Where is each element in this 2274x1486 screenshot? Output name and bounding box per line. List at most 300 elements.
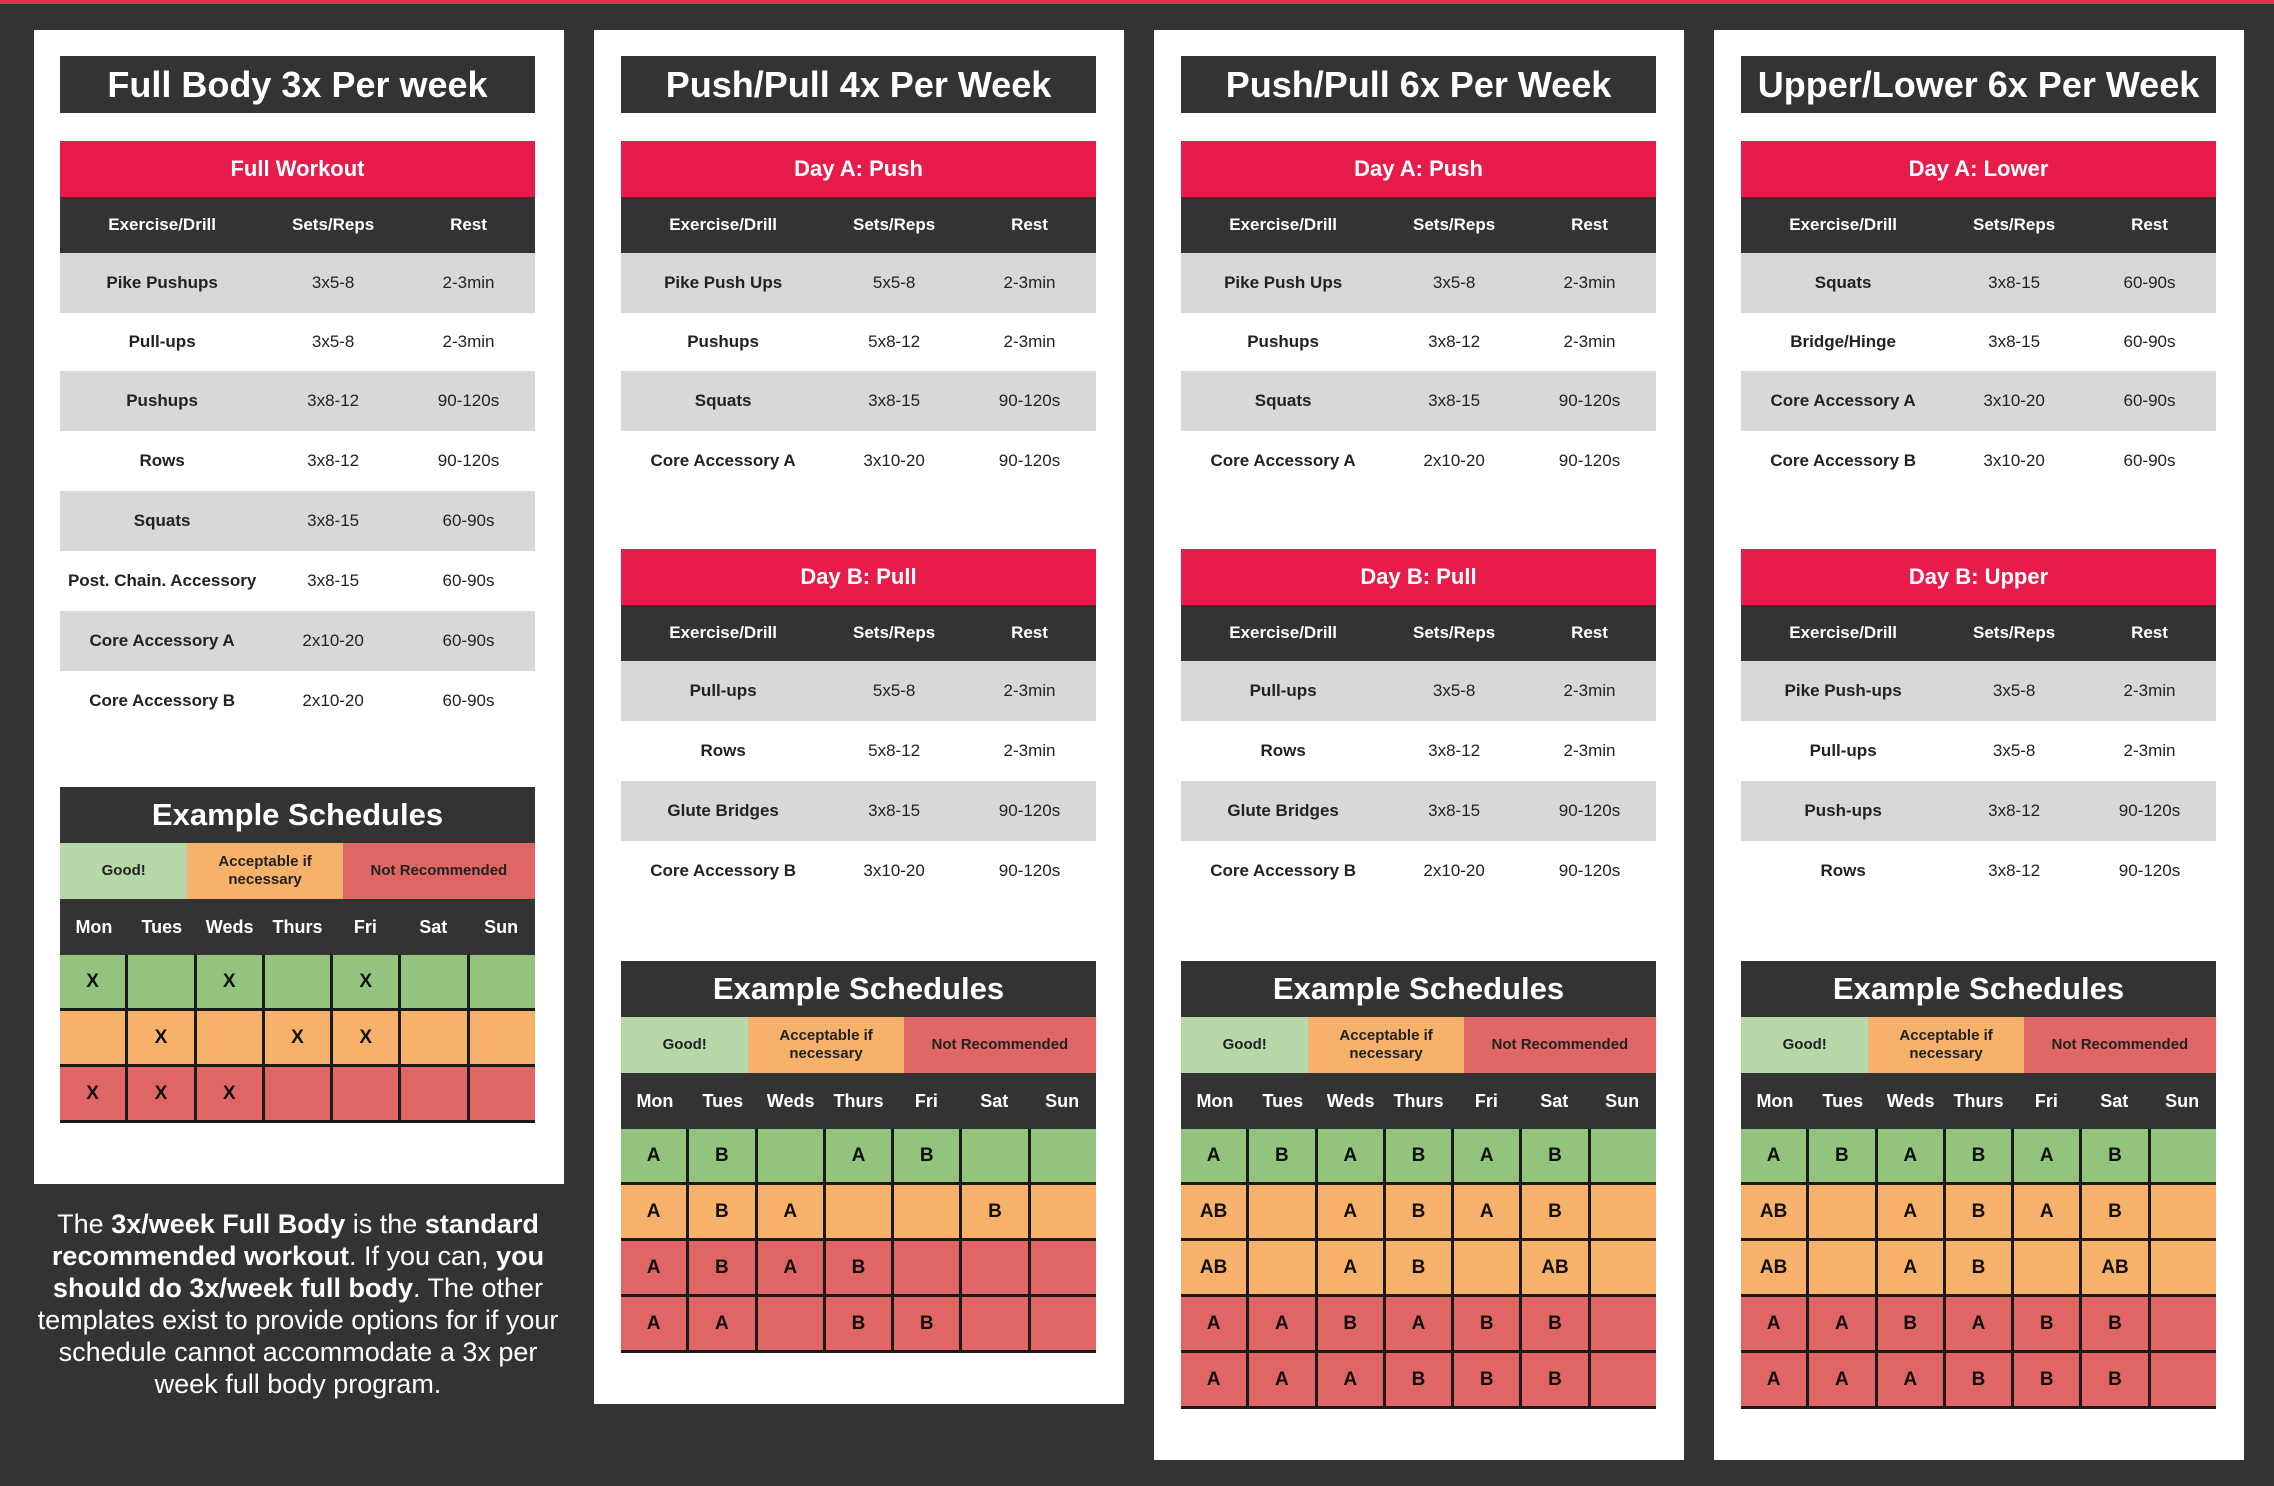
schedule-cell: B bbox=[1522, 1353, 1590, 1406]
weekday-label: Thurs bbox=[1393, 1090, 1444, 1111]
rest-cell: 60-90s bbox=[2123, 391, 2176, 410]
schedule-cell bbox=[1591, 1185, 1656, 1238]
col-header-sets: Sets/Reps bbox=[1413, 215, 1496, 234]
rest-cell: 60-90s bbox=[2123, 332, 2176, 351]
note-text: The bbox=[57, 1209, 112, 1239]
col-header-rest: Rest bbox=[1571, 215, 1608, 234]
table-row bbox=[621, 253, 1096, 313]
sets-reps-cell: 3x8-15 bbox=[307, 511, 360, 530]
workout-table-day-a bbox=[621, 141, 1096, 491]
sets-reps-cell: 3x8-12 bbox=[307, 391, 360, 410]
weekday-label: Sat bbox=[980, 1090, 1009, 1111]
recommendation-note bbox=[34, 1208, 562, 1400]
schedule-cell bbox=[2151, 1129, 2216, 1182]
exercise-cell: Pushups bbox=[687, 332, 760, 351]
schedule-cell: A bbox=[621, 1129, 689, 1182]
schedule-legend bbox=[621, 1017, 1096, 1073]
table-row bbox=[1181, 371, 1656, 431]
schedule-cell: A bbox=[1181, 1129, 1249, 1182]
schedule-cell bbox=[333, 1067, 401, 1120]
table-row bbox=[60, 551, 535, 611]
schedule-cell: X bbox=[128, 1067, 196, 1120]
schedule-cell bbox=[2151, 1185, 2216, 1238]
schedule-cell: A bbox=[1454, 1129, 1522, 1182]
col-header-exercise: Exercise/Drill bbox=[1789, 623, 1897, 642]
schedule-cell bbox=[962, 1297, 1030, 1350]
note-text: . The other templates exist to provide options for if your schedule cannot accommodate a 3x per week full body program. bbox=[37, 1273, 559, 1399]
col-header-rest: Rest bbox=[1011, 215, 1048, 234]
schedule-cell: A bbox=[621, 1241, 689, 1294]
rest-cell: 90-120s bbox=[1558, 451, 1621, 470]
exercise-cell: Post. Chain. Accessory bbox=[67, 571, 257, 590]
table-row bbox=[1741, 253, 2216, 313]
schedule-cell: B bbox=[826, 1241, 894, 1294]
schedule-cell: X bbox=[60, 1067, 128, 1120]
weekday-label: Tues bbox=[702, 1090, 744, 1111]
schedule-cell bbox=[826, 1185, 894, 1238]
table-row bbox=[621, 781, 1096, 841]
table-row bbox=[1741, 781, 2216, 841]
schedule-row bbox=[1181, 1241, 1656, 1297]
exercise-cell: Pike Pushups bbox=[106, 273, 218, 292]
schedule-cell bbox=[1031, 1297, 1096, 1350]
schedule-cell: A bbox=[1249, 1353, 1317, 1406]
note-bold: 3x/week Full Body bbox=[111, 1209, 346, 1239]
schedule-cell bbox=[1454, 1241, 1522, 1294]
sets-reps-cell: 3x8-12 bbox=[1988, 801, 2041, 820]
col-header-exercise: Exercise/Drill bbox=[669, 623, 777, 642]
table-row bbox=[1181, 253, 1656, 313]
rest-cell: 90-120s bbox=[998, 451, 1061, 470]
day-header: Day A: Push bbox=[621, 141, 1096, 197]
weekday-label: Sun bbox=[2165, 1090, 2200, 1111]
schedule-cell: A bbox=[1946, 1297, 2014, 1350]
exercise-cell: Glute Bridges bbox=[667, 801, 779, 820]
schedule-cell bbox=[197, 1011, 265, 1064]
sets-reps-cell: 3x8-15 bbox=[1428, 801, 1481, 820]
sets-reps-cell: 5x5-8 bbox=[872, 273, 916, 292]
legend-acceptable: Acceptable if necessary bbox=[748, 1017, 903, 1073]
table-row bbox=[60, 371, 535, 431]
schedule-cell: X bbox=[333, 955, 401, 1008]
schedule-cell bbox=[265, 1067, 333, 1120]
day-header: Day B: Pull bbox=[1181, 549, 1656, 605]
example-schedules bbox=[60, 787, 535, 1123]
schedule-row bbox=[1741, 1185, 2216, 1241]
schedule-cell bbox=[60, 1011, 128, 1064]
table-row bbox=[60, 431, 535, 491]
sets-reps-cell: 3x8-15 bbox=[868, 391, 921, 410]
sets-reps-cell: 3x8-12 bbox=[1428, 741, 1481, 760]
table-row bbox=[621, 661, 1096, 721]
exercise-cell: Pull-ups bbox=[128, 332, 196, 351]
schedule-cell: B bbox=[1454, 1353, 1522, 1406]
schedule-cell: A bbox=[621, 1297, 689, 1350]
schedule-row bbox=[621, 1129, 1096, 1185]
rest-cell: 90-120s bbox=[2118, 801, 2181, 820]
sets-reps-cell: 3x8-15 bbox=[1428, 391, 1481, 410]
schedule-cell: B bbox=[1522, 1297, 1590, 1350]
schedule-legend bbox=[60, 843, 535, 899]
weekday-header-row bbox=[621, 1073, 1096, 1129]
schedule-cell bbox=[470, 955, 535, 1008]
col-header-rest: Rest bbox=[2131, 215, 2168, 234]
weekday-label: Mon bbox=[75, 916, 113, 937]
schedule-cell: B bbox=[2014, 1353, 2082, 1406]
schedule-cell: A bbox=[826, 1129, 894, 1182]
schedule-cell: A bbox=[1741, 1129, 1809, 1182]
note-text: is the bbox=[345, 1209, 425, 1239]
sets-reps-cell: 3x5-8 bbox=[1432, 681, 1476, 700]
exercise-cell: Core Accessory A bbox=[1210, 451, 1356, 470]
schedule-cell: B bbox=[2014, 1297, 2082, 1350]
table-header-row bbox=[1741, 197, 2216, 253]
schedule-cell: B bbox=[1318, 1297, 1386, 1350]
table-row bbox=[1181, 721, 1656, 781]
top-accent-bar bbox=[0, 0, 2274, 4]
col-header-rest: Rest bbox=[450, 215, 487, 234]
day-header: Day B: Pull bbox=[621, 549, 1096, 605]
schedule-cell: A bbox=[1878, 1353, 1946, 1406]
exercise-cell: Core Accessory A bbox=[650, 451, 796, 470]
weekday-label: Fri bbox=[353, 916, 377, 937]
schedule-cell bbox=[894, 1241, 962, 1294]
rest-cell: 60-90s bbox=[442, 631, 495, 650]
rest-cell: 2-3min bbox=[2123, 681, 2176, 700]
table-header-row bbox=[621, 605, 1096, 661]
weekday-label: Fri bbox=[914, 1090, 938, 1111]
col-header-sets: Sets/Reps bbox=[1413, 623, 1496, 642]
schedule-cell: B bbox=[2082, 1185, 2150, 1238]
table-row bbox=[1181, 313, 1656, 371]
panel-full-body bbox=[34, 30, 564, 1184]
schedule-cell: X bbox=[60, 955, 128, 1008]
legend-acceptable: Acceptable if necessary bbox=[1868, 1017, 2023, 1073]
schedule-cell: X bbox=[197, 955, 265, 1008]
schedule-cell: A bbox=[1454, 1185, 1522, 1238]
weekday-label: Weds bbox=[1326, 1090, 1375, 1111]
legend-acceptable: Acceptable if necessary bbox=[1308, 1017, 1463, 1073]
exercise-cell: Core Accessory B bbox=[1210, 861, 1357, 880]
exercise-cell: Pike Push-ups bbox=[1784, 681, 1902, 700]
sets-reps-cell: 2x10-20 bbox=[302, 631, 364, 650]
weekday-label: Thurs bbox=[1953, 1090, 2004, 1111]
legend-good: Good! bbox=[621, 1017, 748, 1073]
schedule-cell: B bbox=[1878, 1297, 1946, 1350]
col-header-sets: Sets/Reps bbox=[853, 623, 936, 642]
sets-reps-cell: 3x5-8 bbox=[311, 332, 355, 351]
schedule-row bbox=[1741, 1353, 2216, 1409]
schedule-cell: A bbox=[689, 1297, 757, 1350]
rest-cell: 90-120s bbox=[998, 861, 1061, 880]
col-header-sets: Sets/Reps bbox=[292, 215, 375, 234]
table-row bbox=[1181, 431, 1656, 491]
sets-reps-cell: 2x10-20 bbox=[1423, 451, 1485, 470]
exercise-cell: Core Accessory B bbox=[89, 691, 236, 710]
table-row bbox=[1181, 661, 1656, 721]
exercise-cell: Pushups bbox=[1247, 332, 1320, 351]
schedule-cell: AB bbox=[1741, 1185, 1809, 1238]
exercise-cell: Glute Bridges bbox=[1227, 801, 1339, 820]
schedule-row bbox=[1181, 1185, 1656, 1241]
schedule-row bbox=[60, 955, 535, 1011]
weekday-header-row bbox=[1741, 1073, 2216, 1129]
rest-cell: 2-3min bbox=[1003, 273, 1056, 292]
table-row bbox=[621, 313, 1096, 371]
table-header-row bbox=[1181, 197, 1656, 253]
rest-cell: 2-3min bbox=[1003, 681, 1056, 700]
weekday-label: Sun bbox=[484, 916, 519, 937]
schedule-cell bbox=[470, 1011, 535, 1064]
rest-cell: 2-3min bbox=[1003, 741, 1056, 760]
exercise-cell: Core Accessory B bbox=[650, 861, 797, 880]
exercise-cell: Squats bbox=[133, 511, 191, 530]
sets-reps-cell: 5x8-12 bbox=[868, 332, 921, 351]
schedule-cell: AB bbox=[1181, 1185, 1249, 1238]
schedule-cell: B bbox=[1809, 1129, 1877, 1182]
legend-not-recommended: Not Recommended bbox=[2024, 1017, 2216, 1073]
col-header-rest: Rest bbox=[1011, 623, 1048, 642]
panel-push-pull-4x bbox=[594, 30, 1124, 1404]
weekday-label: Tues bbox=[141, 916, 183, 937]
legend-not-recommended: Not Recommended bbox=[1464, 1017, 1656, 1073]
table-row bbox=[621, 721, 1096, 781]
workout-table-day-a bbox=[1181, 141, 1656, 491]
exercise-cell: Rows bbox=[139, 451, 185, 470]
exercise-cell: Pushups bbox=[126, 391, 199, 410]
table-row bbox=[60, 611, 535, 671]
schedule-cell: B bbox=[1386, 1241, 1454, 1294]
col-header-rest: Rest bbox=[2131, 623, 2168, 642]
exercise-cell: Pike Push Ups bbox=[664, 273, 783, 292]
schedule-cell: B bbox=[2082, 1129, 2150, 1182]
schedule-cell: B bbox=[689, 1129, 757, 1182]
weekday-label: Fri bbox=[1474, 1090, 1498, 1111]
legend-good: Good! bbox=[1741, 1017, 1868, 1073]
table-row bbox=[60, 313, 535, 371]
schedule-cell bbox=[265, 955, 333, 1008]
day-header: Full Workout bbox=[60, 141, 535, 197]
exercise-cell: Squats bbox=[1254, 391, 1312, 410]
col-header-sets: Sets/Reps bbox=[1973, 215, 2056, 234]
table-row bbox=[1181, 841, 1656, 901]
sets-reps-cell: 3x5-8 bbox=[311, 273, 355, 292]
sets-reps-cell: 5x5-8 bbox=[872, 681, 916, 700]
schedule-legend bbox=[1741, 1017, 2216, 1073]
table-row bbox=[621, 841, 1096, 901]
col-header-sets: Sets/Reps bbox=[853, 215, 936, 234]
schedule-cell: A bbox=[1318, 1129, 1386, 1182]
col-header-sets: Sets/Reps bbox=[1973, 623, 2056, 642]
schedule-cell bbox=[1249, 1241, 1317, 1294]
rest-cell: 90-120s bbox=[998, 391, 1061, 410]
rest-cell: 2-3min bbox=[1563, 681, 1616, 700]
schedule-cell: B bbox=[2082, 1353, 2150, 1406]
weekday-label: Tues bbox=[1262, 1090, 1304, 1111]
panel-title: Full Body 3x Per week bbox=[60, 56, 535, 113]
table-row bbox=[621, 371, 1096, 431]
schedule-cell: A bbox=[621, 1185, 689, 1238]
workout-table-day-b bbox=[621, 549, 1096, 901]
schedule-row bbox=[1181, 1297, 1656, 1353]
schedule-cell: B bbox=[1249, 1129, 1317, 1182]
weekday-label: Sun bbox=[1605, 1090, 1640, 1111]
table-row bbox=[1741, 431, 2216, 491]
sets-reps-cell: 3x8-15 bbox=[1988, 332, 2041, 351]
exercise-cell: Rows bbox=[700, 741, 746, 760]
schedule-cell: A bbox=[758, 1185, 826, 1238]
schedule-row bbox=[1741, 1297, 2216, 1353]
schedule-cell: B bbox=[1522, 1129, 1590, 1182]
panel-title: Upper/Lower 6x Per Week bbox=[1741, 56, 2216, 113]
sets-reps-cell: 2x10-20 bbox=[1423, 861, 1485, 880]
example-schedules bbox=[1181, 961, 1656, 1409]
rest-cell: 60-90s bbox=[2123, 451, 2176, 470]
day-header: Day A: Lower bbox=[1741, 141, 2216, 197]
schedules-title: Example Schedules bbox=[621, 961, 1096, 1017]
table-row bbox=[621, 431, 1096, 491]
sets-reps-cell: 3x10-20 bbox=[1983, 451, 2045, 470]
rest-cell: 60-90s bbox=[2123, 273, 2176, 292]
weekday-label: Thurs bbox=[833, 1090, 884, 1111]
schedule-cell: A bbox=[1181, 1353, 1249, 1406]
schedule-row bbox=[1741, 1129, 2216, 1185]
col-header-rest: Rest bbox=[1571, 623, 1608, 642]
schedule-cell: A bbox=[1741, 1353, 1809, 1406]
schedule-cell: A bbox=[1878, 1241, 1946, 1294]
sets-reps-cell: 3x8-15 bbox=[868, 801, 921, 820]
schedule-cell: B bbox=[2082, 1297, 2150, 1350]
schedule-cell bbox=[894, 1185, 962, 1238]
schedule-cell bbox=[1249, 1185, 1317, 1238]
day-header: Day A: Push bbox=[1181, 141, 1656, 197]
sets-reps-cell: 3x10-20 bbox=[1983, 391, 2045, 410]
weekday-label: Fri bbox=[2034, 1090, 2058, 1111]
rest-cell: 90-120s bbox=[2118, 861, 2181, 880]
schedule-cell bbox=[401, 1067, 469, 1120]
weekday-label: Weds bbox=[1886, 1090, 1935, 1111]
schedule-cell bbox=[128, 955, 196, 1008]
sets-reps-cell: 5x8-12 bbox=[868, 741, 921, 760]
legend-not-recommended: Not Recommended bbox=[343, 843, 535, 899]
sets-reps-cell: 3x8-12 bbox=[1988, 861, 2041, 880]
schedule-cell: X bbox=[197, 1067, 265, 1120]
schedule-cell: B bbox=[1946, 1353, 2014, 1406]
rest-cell: 90-120s bbox=[437, 391, 500, 410]
weekday-label: Mon bbox=[1756, 1090, 1794, 1111]
workout-table bbox=[60, 141, 535, 731]
sets-reps-cell: 3x8-15 bbox=[1988, 273, 2041, 292]
schedule-cell bbox=[1031, 1241, 1096, 1294]
table-row bbox=[1741, 661, 2216, 721]
workout-table-day-b bbox=[1181, 549, 1656, 901]
sets-reps-cell: 3x8-12 bbox=[1428, 332, 1481, 351]
panel-title: Push/Pull 6x Per Week bbox=[1181, 56, 1656, 113]
schedule-cell bbox=[1591, 1129, 1656, 1182]
schedule-cell: A bbox=[1249, 1297, 1317, 1350]
schedule-cell bbox=[2014, 1241, 2082, 1294]
schedule-cell bbox=[962, 1241, 1030, 1294]
schedule-cell: A bbox=[1809, 1353, 1877, 1406]
exercise-cell: Bridge/Hinge bbox=[1790, 332, 1897, 351]
schedule-row bbox=[621, 1241, 1096, 1297]
rest-cell: 2-3min bbox=[1563, 273, 1616, 292]
exercise-cell: Core Accessory A bbox=[1770, 391, 1916, 410]
exercise-cell: Squats bbox=[1814, 273, 1872, 292]
table-row bbox=[1741, 313, 2216, 371]
table-row bbox=[60, 671, 535, 731]
schedule-row bbox=[1181, 1353, 1656, 1409]
schedule-cell: A bbox=[1809, 1297, 1877, 1350]
day-header: Day B: Upper bbox=[1741, 549, 2216, 605]
rest-cell: 90-120s bbox=[998, 801, 1061, 820]
note-text: . If you can, bbox=[348, 1241, 497, 1271]
panel-upper-lower-6x bbox=[1714, 30, 2244, 1460]
rest-cell: 2-3min bbox=[1003, 332, 1056, 351]
exercise-cell: Core Accessory A bbox=[89, 631, 235, 650]
schedule-cell bbox=[758, 1129, 826, 1182]
schedule-cell: A bbox=[2014, 1129, 2082, 1182]
schedule-row bbox=[621, 1185, 1096, 1241]
schedule-cell: AB bbox=[1741, 1241, 1809, 1294]
table-row bbox=[60, 491, 535, 551]
table-row bbox=[1181, 781, 1656, 841]
sets-reps-cell: 3x8-12 bbox=[307, 451, 360, 470]
exercise-cell: Rows bbox=[1820, 861, 1866, 880]
rest-cell: 60-90s bbox=[442, 691, 495, 710]
schedule-cell: B bbox=[1386, 1129, 1454, 1182]
schedule-cell: B bbox=[1386, 1185, 1454, 1238]
legend-good: Good! bbox=[1181, 1017, 1308, 1073]
schedule-row bbox=[1181, 1129, 1656, 1185]
panel-title: Push/Pull 4x Per Week bbox=[621, 56, 1096, 113]
weekday-label: Mon bbox=[636, 1090, 674, 1111]
sets-reps-cell: 3x5-8 bbox=[1992, 741, 2036, 760]
sets-reps-cell: 3x10-20 bbox=[863, 451, 925, 470]
schedule-cell: A bbox=[1318, 1241, 1386, 1294]
schedule-cell: B bbox=[962, 1185, 1030, 1238]
schedule-row bbox=[621, 1297, 1096, 1353]
col-header-exercise: Exercise/Drill bbox=[108, 215, 216, 234]
schedule-cell: A bbox=[1318, 1185, 1386, 1238]
rest-cell: 60-90s bbox=[442, 511, 495, 530]
col-header-exercise: Exercise/Drill bbox=[1229, 623, 1337, 642]
schedule-cell bbox=[1031, 1185, 1096, 1238]
exercise-cell: Rows bbox=[1260, 741, 1306, 760]
weekday-label: Sat bbox=[2100, 1090, 2129, 1111]
schedule-cell: A bbox=[1878, 1129, 1946, 1182]
exercise-cell: Pike Push Ups bbox=[1224, 273, 1343, 292]
schedule-cell: B bbox=[1454, 1297, 1522, 1350]
rest-cell: 90-120s bbox=[437, 451, 500, 470]
sets-reps-cell: 3x5-8 bbox=[1992, 681, 2036, 700]
exercise-cell: Core Accessory B bbox=[1770, 451, 1917, 470]
schedule-cell: AB bbox=[2082, 1241, 2150, 1294]
rest-cell: 90-120s bbox=[1558, 391, 1621, 410]
schedules-title: Example Schedules bbox=[60, 787, 535, 843]
rest-cell: 2-3min bbox=[2123, 741, 2176, 760]
schedule-cell: A bbox=[1741, 1297, 1809, 1350]
schedule-cell: B bbox=[1946, 1185, 2014, 1238]
schedule-cell: B bbox=[826, 1297, 894, 1350]
rest-cell: 60-90s bbox=[442, 571, 495, 590]
schedule-cell: B bbox=[894, 1297, 962, 1350]
weekday-label: Sat bbox=[419, 916, 448, 937]
note-bold: standard recommended workout bbox=[51, 1209, 539, 1271]
schedule-cell: A bbox=[1181, 1297, 1249, 1350]
table-row bbox=[1741, 721, 2216, 781]
note-bold: you should do 3x/week full body bbox=[52, 1241, 545, 1303]
